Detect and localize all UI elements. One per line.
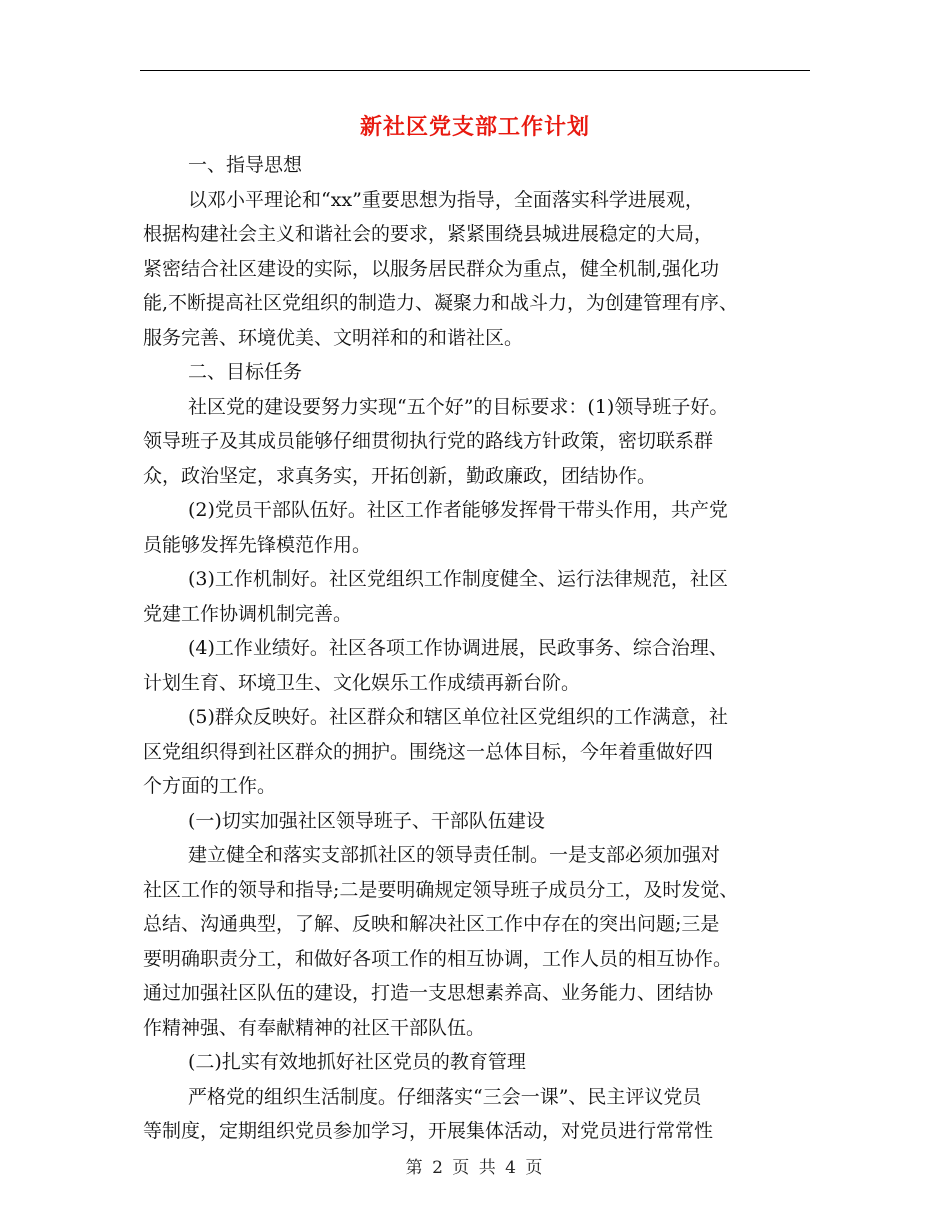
page-number: 第 2 页 共 4 页 xyxy=(405,1158,545,1178)
text-line: 等制度，定期组织党员参加学习，开展集体活动，对党员进行常常性 xyxy=(143,1120,714,1142)
text-line: (3)工作机制好。社区党组织工作制度健全、运行法律规范，社区 xyxy=(188,568,728,590)
text-line: 建立健全和落实支部抓社区的领导责任制。一是支部必须加强对 xyxy=(188,844,721,866)
text-line: 以邓小平理论和“xx”重要思想为指导，全面落实科学进展观， xyxy=(188,188,704,211)
text-line: 根据构建社会主义和谐社会的要求，紧紧围绕县城进展稳定的大局， xyxy=(143,223,714,245)
text-line: 服务完善、环境优美、文明祥和的和谐社区。 xyxy=(143,326,524,349)
text-line: 个方面的工作。 xyxy=(143,775,277,797)
text-line: 一、指导思想 xyxy=(188,154,303,176)
text-line: (2)党员干部队伍好。社区工作者能够发挥骨干带头作用，共产党 xyxy=(188,499,728,521)
text-line: 总结、沟通典型，了解、反映和解决社区工作中存在的突出问题;三是 xyxy=(143,913,720,935)
text-line: 作精神强、有奉献精神的社区干部队伍。 xyxy=(143,1016,486,1039)
text-line: 领导班子及其成员能够仔细贯彻执行党的路线方针政策，密切联系群 xyxy=(143,430,714,452)
text-line: 社区党的建设要努力实现“五个好”的目标要求：(1)领导班子好。 xyxy=(188,395,729,418)
document-title: 新社区党支部工作计划 xyxy=(359,114,590,140)
text-line: 通过加强社区队伍的建设，打造一支思想素养高、业务能力、团结协 xyxy=(143,982,714,1004)
text-line: (二)扎实有效地抓好社区党员的教育管理 xyxy=(188,1051,526,1073)
text-line: 严格党的组织生活制度。仔细落实“三会一课”、民主评议党员 xyxy=(188,1085,702,1108)
text-line: 区党组织得到社区群众的拥护。围绕这一总体目标，今年着重做好四 xyxy=(143,740,714,763)
text-line: 能,不断提高社区党组织的制造力、凝聚力和战斗力，为创建管理有序、 xyxy=(143,292,739,314)
text-line: 紧密结合社区建设的实际，以服务居民群众为重点，健全机制,强化功 xyxy=(143,257,720,280)
document-body xyxy=(143,148,823,1149)
text-line: 二、目标任务 xyxy=(188,361,303,383)
text-line: 员能够发挥先锋模范作用。 xyxy=(143,533,372,556)
text-line: 社区工作的领导和指导;二是要明确规定领导班子成员分工，及时发觉、 xyxy=(143,878,739,901)
text-line: 众，政治坚定，求真务实，开拓创新，勤政廉政，团结协作。 xyxy=(143,464,657,487)
text-line: (4)工作业绩好。社区各项工作协调进展，民政事务、综合治理、 xyxy=(188,637,728,659)
text-line: (一)切实加强社区领导班子、干部队伍建设 xyxy=(188,809,545,832)
text-line: 要明确职责分工，和做好各项工作的相互协调，工作人员的相互协作。 xyxy=(143,947,733,970)
header-rule xyxy=(140,70,810,71)
text-line: 计划生育、环境卫生、文化娱乐工作成绩再新台阶。 xyxy=(143,671,581,694)
text-line: (5)群众反映好。社区群众和辖区单位社区党组织的工作满意，社 xyxy=(188,706,728,728)
text-line: 党建工作协调机制完善。 xyxy=(143,602,353,625)
